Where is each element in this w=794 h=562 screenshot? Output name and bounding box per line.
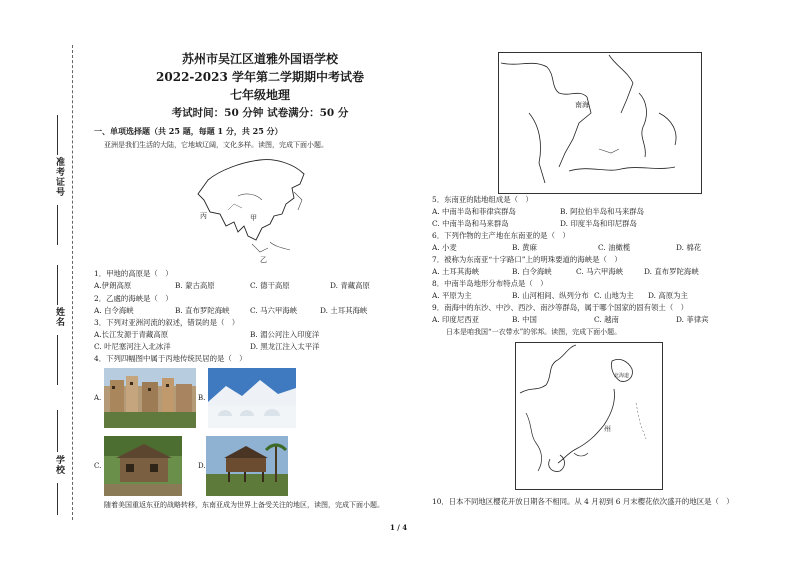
map-label-jia: 甲	[250, 214, 257, 222]
question-2-option-c[interactable]: C. 马六甲海峡	[250, 306, 298, 315]
photo-d-stilt-house[interactable]	[206, 436, 288, 496]
question-6-option-d[interactable]: D. 棉花	[676, 243, 702, 252]
map-label-bing: 丙	[200, 212, 207, 220]
asia-map	[190, 152, 310, 264]
japan-map-outline	[516, 343, 662, 489]
question-1-option-a[interactable]: A.伊朗高原	[94, 281, 132, 290]
question-6-option-a[interactable]: A. 小麦	[432, 243, 457, 252]
page-number: 1 / 4	[390, 523, 408, 532]
question-6-option-b[interactable]: B. 黄麻	[512, 243, 537, 252]
question-2-option-b[interactable]: B. 直布罗陀海峡	[175, 306, 230, 315]
asia-map-outline	[190, 152, 310, 264]
question-5-option-a[interactable]: A. 中南半岛和菲律宾群岛	[432, 207, 516, 216]
question-3-option-c[interactable]: C. 叶尼塞河注入北冰洋	[94, 342, 171, 351]
question-9-option-c[interactable]: C. 越南	[594, 315, 619, 324]
photo-a-image	[104, 368, 196, 428]
question-9-stem: 9．南海中的东沙、中沙、西沙、南沙等群岛，属于哪个国家的固有领土（ ）	[432, 303, 688, 312]
name-line-2	[57, 335, 58, 385]
photo-c-image	[104, 436, 182, 496]
question-1-option-c[interactable]: C. 德干高原	[250, 281, 290, 290]
name-label: 姓名	[54, 307, 64, 327]
question-5-stem: 5．东南亚的陆地组成是（ ）	[432, 195, 533, 204]
question-5-option-b[interactable]: B. 阿拉伯半岛和马来群岛	[560, 207, 645, 216]
question-3-option-b[interactable]: B. 湄公河注入印度洋	[250, 330, 320, 339]
admission-number-label: 准考证号	[54, 157, 64, 197]
question-1-option-d[interactable]: D. 青藏高原	[330, 281, 370, 290]
question-7-option-c[interactable]: C. 马六甲海峡	[576, 267, 624, 276]
japan-label-hokkaido: 北海道	[614, 373, 630, 379]
school-title: 苏州市吴江区道雅外国语学校	[181, 52, 338, 66]
photo-a-stone-buildings[interactable]	[104, 368, 196, 428]
question-7-option-b[interactable]: B. 白令海峡	[512, 267, 552, 276]
question-9-option-d[interactable]: D. 菲律宾	[676, 315, 709, 324]
question-6-option-c[interactable]: C. 油橄榄	[598, 243, 631, 252]
question-7-option-a[interactable]: A. 土耳其海峡	[432, 267, 479, 276]
question-8-option-d[interactable]: D. 高原为主	[648, 291, 688, 300]
school-line-2	[57, 483, 58, 515]
term-title: 2022-2023 学年第二学期期中考试卷	[156, 70, 364, 84]
question-8-option-a[interactable]: A. 平原为主	[432, 291, 472, 300]
question-5-option-c[interactable]: C. 中南半岛和马来群岛	[432, 219, 509, 228]
photo-b-snow-igloos[interactable]	[208, 368, 296, 428]
sea-map-label: 南海	[575, 101, 589, 109]
question-2-stem: 2．乙處的海峡是（ ）	[94, 294, 173, 303]
southeast-asia-intro: 随着美国重返东亚的战略转移，东南亚成为世界上备受关注的地区，读图，完成下面小题。	[104, 501, 384, 509]
map-label-yi: 乙	[260, 256, 267, 264]
japan-label-kyushu: 州	[604, 425, 611, 433]
question-10-stem: 10．日本不同地区樱花开放日期各不相同。从 4 月初到 6 月末樱花依次盛开的地区是（ ）	[432, 497, 734, 506]
question-9-option-a[interactable]: A. 印度尼西亚	[432, 315, 479, 324]
section-intro: 亚洲是我们生活的大陆，它地域辽阔，文化多样。读图，完成下面小题。	[104, 141, 328, 149]
question-2-option-d[interactable]: D. 土耳其海峡	[320, 306, 368, 315]
question-8-option-b[interactable]: B. 山河相间、纵列分布	[512, 291, 589, 300]
photo-a-label: A.	[94, 394, 102, 402]
japan-map	[515, 342, 663, 490]
admission-number-line	[57, 115, 58, 155]
question-8-option-c[interactable]: C. 山地为主	[594, 291, 634, 300]
question-9-option-b[interactable]: B. 中国	[512, 315, 537, 324]
photo-d-image	[206, 436, 288, 496]
question-7-stem: 7．被称为东南亚“十字路口”上的明珠要道的海峡是（ ）	[432, 255, 622, 264]
grade-title: 七年级地理	[229, 88, 290, 102]
time-info: 考试时间：50 分钟 试卷满分：50 分	[171, 107, 349, 119]
question-1-stem: 1．甲地的高原是（ ）	[94, 269, 173, 278]
admission-number-line-2	[57, 205, 58, 245]
question-7-option-d[interactable]: D. 直布罗陀海峡	[644, 267, 699, 276]
southeast-asia-map	[498, 52, 702, 194]
photo-d-label: D.	[198, 462, 206, 470]
binding-strip	[30, 45, 80, 520]
question-3-stem: 3．下列对亚洲河流的叙述，错误的是（ ）	[94, 318, 240, 327]
southeast-asia-map-outline	[499, 53, 701, 193]
question-3-option-a[interactable]: A.长江发源于青藏高原	[94, 330, 169, 339]
question-4-stem: 4．下列四幅图中属于丙地传统民居的是（ ）	[94, 354, 247, 363]
school-line	[57, 410, 58, 452]
question-3-option-d[interactable]: D. 黑龙江注入太平洋	[250, 342, 320, 351]
question-6-stem: 6．下列作物的主产地在东南亚的是（ ）	[432, 231, 570, 240]
photo-c-wooden-house[interactable]	[104, 436, 182, 496]
section-title: 一、单项选择题（共 25 题，每题 1 分，共 25 分）	[94, 126, 283, 136]
name-line	[57, 265, 58, 305]
school-label: 学校	[54, 455, 64, 475]
photo-b-image	[208, 368, 296, 428]
question-8-stem: 8．中南半岛地形分布特点是（ ）	[432, 279, 548, 288]
japan-intro: 日本是咱我国“一衣带水”的邻邦。读图，完成下面小题。	[446, 328, 622, 336]
photo-c-label: C.	[94, 462, 102, 470]
question-2-option-a[interactable]: A. 白令海峡	[94, 306, 134, 315]
question-5-option-d[interactable]: D. 印度半岛和印尼群岛	[560, 219, 637, 228]
photo-b-label: B.	[198, 394, 206, 402]
question-1-option-b[interactable]: B. 蒙古高原	[175, 281, 215, 290]
binding-dashed-line	[72, 45, 73, 520]
